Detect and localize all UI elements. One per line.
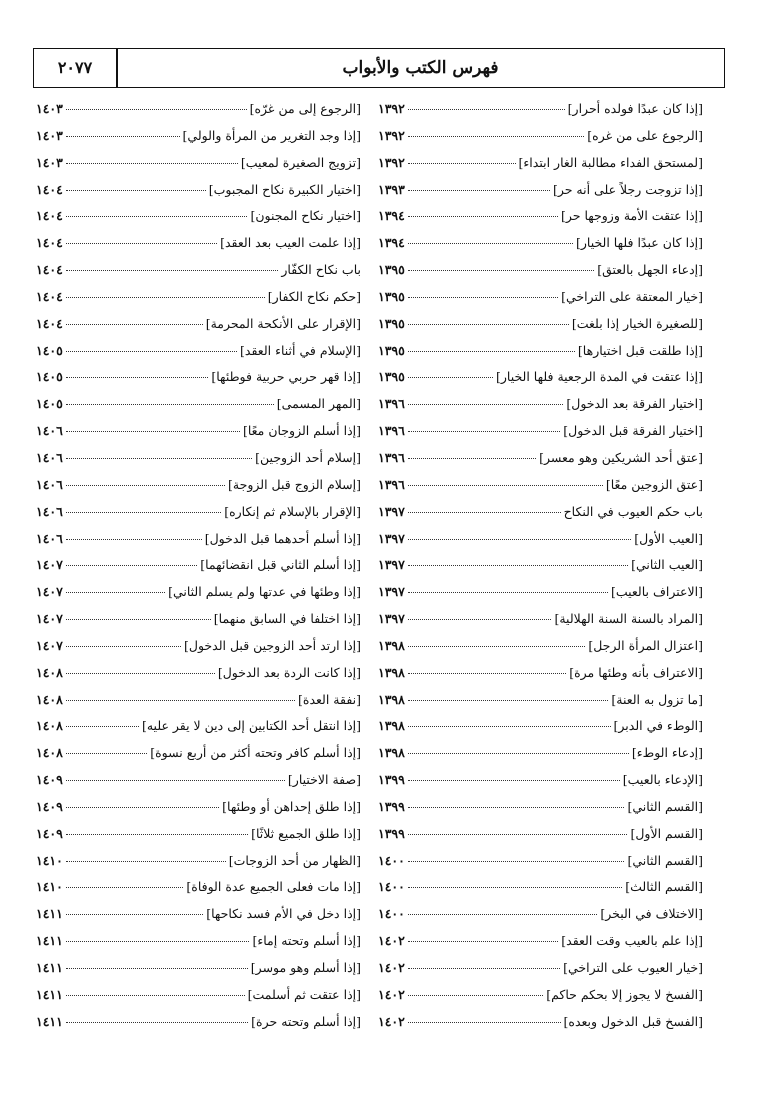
- index-entry: [378, 499, 703, 526]
- entry-title: [إذا قهر حربي حربية فوطئها]: [211, 369, 361, 385]
- index-entry: [378, 713, 703, 740]
- index-entry: [378, 364, 703, 391]
- entry-page-number: ١٤١٠: [36, 879, 63, 895]
- index-entry: [378, 1009, 703, 1036]
- index-entry: [378, 606, 703, 633]
- dot-leader: [66, 109, 247, 110]
- entry-page-number: ١٤٠٤: [36, 181, 63, 197]
- entry-page-number: ١٤٠٩: [36, 798, 63, 814]
- entry-page-number: ١٣٩٥: [378, 288, 405, 304]
- entry-page-number: ١٣٩٧: [378, 530, 405, 546]
- index-entry: [36, 740, 361, 767]
- index-entry: [36, 794, 361, 821]
- entry-title: [لمستحق الفداء مطالبة الغار ابتداء]: [518, 154, 703, 170]
- entry-title: [المراد بالسنة السنة الهلالية]: [554, 611, 703, 627]
- entry-title: [الاعتراف بالعيب]: [610, 584, 703, 600]
- entry-page-number: ١٤٠٤: [36, 262, 63, 278]
- entry-page-number: ١٤٠٨: [36, 691, 63, 707]
- index-column-left: [36, 96, 361, 1036]
- index-entry: [378, 445, 703, 472]
- dot-leader: [66, 968, 248, 969]
- entry-title: [إذا مات فعلى الجميع عدة الوفاة]: [186, 879, 361, 895]
- dot-leader: [66, 458, 252, 459]
- dot-leader: [408, 780, 620, 781]
- dot-leader: [66, 136, 180, 137]
- index-entry: [36, 928, 361, 955]
- dot-leader: [408, 216, 558, 217]
- entry-title: [إذا علمت العيب بعد العقد]: [220, 235, 361, 251]
- index-entry: [36, 982, 361, 1009]
- entry-page-number: ١٣٩٢: [378, 101, 405, 116]
- dot-leader: [66, 485, 225, 486]
- dot-leader: [408, 539, 631, 540]
- dot-leader: [66, 190, 206, 191]
- dot-leader: [408, 753, 629, 754]
- entry-title: [إدعاء الوطء]: [631, 745, 703, 761]
- entry-page-number: ١٤١١: [36, 986, 63, 1002]
- index-entry: [36, 203, 361, 230]
- entry-title: [العيب الثاني]: [631, 557, 703, 573]
- index-entry: [378, 177, 703, 204]
- index-entry: [36, 687, 361, 714]
- entry-page-number: ١٤٠٣: [36, 154, 63, 170]
- dot-leader: [66, 592, 165, 593]
- entry-page-number: ١٣٩٩: [378, 798, 405, 814]
- entry-title: [إذا طلق الجميع ثلاثًا]: [251, 825, 361, 841]
- entry-title: [اختيار الفرقة قبل الدخول]: [563, 423, 703, 439]
- index-entry: [36, 364, 361, 391]
- index-entry: [378, 660, 703, 687]
- entry-title: [القسم الأول]: [630, 825, 703, 841]
- entry-title: [نفقة العدة]: [298, 691, 361, 707]
- dot-leader: [66, 297, 265, 298]
- index-entry: [36, 821, 361, 848]
- index-entry: [36, 338, 361, 365]
- dot-leader: [66, 646, 181, 647]
- entry-page-number: ١٣٩٤: [378, 235, 405, 251]
- dot-leader: [408, 834, 628, 835]
- entry-page-number: ١٣٩٣: [378, 181, 405, 197]
- dot-leader: [66, 941, 250, 942]
- dot-leader: [66, 324, 203, 325]
- index-entry: [378, 874, 703, 901]
- index-entry: [378, 203, 703, 230]
- index-entry: [36, 633, 361, 660]
- entry-page-number: ١٤٠٤: [36, 315, 63, 331]
- index-entry: [378, 311, 703, 338]
- entry-page-number: ١٤١١: [36, 1013, 63, 1029]
- entry-page-number: ١٣٩٤: [378, 208, 405, 224]
- entry-title: [عتق أحد الشريكين وهو معسر]: [539, 449, 703, 465]
- entry-title: [اختيار الفرقة بعد الدخول]: [566, 396, 703, 412]
- entry-page-number: ١٤٠٥: [36, 396, 63, 412]
- entry-title: [اختيار نكاح المجنون]: [250, 208, 361, 224]
- entry-page-number: ١٤٠٣: [36, 101, 63, 116]
- index-entry: [36, 391, 361, 418]
- entry-page-number: ١٣٩٦: [378, 423, 405, 439]
- entry-title: [الفسخ لا يجوز إلا بحكم حاكم]: [546, 986, 703, 1002]
- dot-leader: [66, 887, 184, 888]
- entry-page-number: ١٣٩٥: [378, 369, 405, 385]
- dot-leader: [408, 1022, 561, 1023]
- index-entry: [378, 982, 703, 1009]
- index-entry: [378, 257, 703, 284]
- index-entry: [378, 150, 703, 177]
- entry-title: [إذا اختلفا في السابق منهما]: [213, 611, 361, 627]
- entry-title: [المهر المسمى]: [276, 396, 361, 412]
- entry-title: [إذا دخل في الأم فسد نكاحها]: [206, 906, 361, 922]
- entry-page-number: ١٣٩٧: [378, 611, 405, 627]
- entry-title: [إذا علم بالعيب وقت العقد]: [561, 933, 703, 949]
- dot-leader: [408, 136, 584, 137]
- entry-title: [إذا كان عبدًا فلها الخيار]: [575, 235, 703, 251]
- dot-leader: [66, 431, 240, 432]
- entry-page-number: ١٣٩٥: [378, 315, 405, 331]
- entry-page-number: ١٤٠٠: [378, 906, 405, 922]
- index-entry: [36, 901, 361, 928]
- index-entry: [378, 579, 703, 606]
- index-entry: [36, 445, 361, 472]
- index-entry: [378, 794, 703, 821]
- index-entry: [36, 552, 361, 579]
- dot-leader: [408, 914, 598, 915]
- dot-leader: [66, 270, 279, 271]
- entry-title: [إذا عتقت الأمة وزوجها حر]: [560, 208, 703, 224]
- index-entry: [36, 579, 361, 606]
- entry-title: [إذا عتقت في المدة الرجعية فلها الخيار]: [495, 369, 703, 385]
- entry-title: [عتق الزوجين معًا]: [605, 476, 703, 492]
- dot-leader: [66, 243, 217, 244]
- entry-title: [إذا ارتد أحد الزوجين قبل الدخول]: [184, 637, 361, 653]
- entry-title: [الإقرار بالإسلام ثم إنكاره]: [224, 503, 361, 519]
- entry-page-number: ١٣٩٧: [378, 584, 405, 600]
- entry-title: [الظهار من أحد الزوجات]: [228, 852, 361, 868]
- index-entry: [378, 740, 703, 767]
- entry-title: [إذا كان عبدًا فولده أحرار]: [567, 101, 703, 116]
- entry-title: [إسلام أحد الزوجين]: [255, 449, 361, 465]
- index-entry: [36, 96, 361, 123]
- dot-leader: [66, 914, 203, 915]
- dot-leader: [66, 216, 248, 217]
- entry-title: [إذا كانت الردة بعد الدخول]: [217, 664, 361, 680]
- entry-page-number: ١٣٩٩: [378, 772, 405, 788]
- entry-title: [إذا أسلم الثاني قبل انقضائهما]: [200, 557, 361, 573]
- page-title: فهرس الكتب والأبواب: [342, 58, 499, 78]
- index-entry: [36, 257, 361, 284]
- page-header: [33, 48, 725, 88]
- entry-page-number: ١٣٩٥: [378, 342, 405, 358]
- entry-page-number: ١٤٠٦: [36, 423, 63, 439]
- entry-page-number: ١٣٩٨: [378, 745, 405, 761]
- dot-leader: [408, 941, 558, 942]
- index-entry: [36, 418, 361, 445]
- index-entry: [36, 526, 361, 553]
- dot-leader: [408, 458, 536, 459]
- dot-leader: [66, 1022, 248, 1023]
- entry-page-number: ١٣٩٦: [378, 476, 405, 492]
- entry-title: [خيار المعتقة على التراخي]: [561, 288, 703, 304]
- dot-leader: [408, 431, 560, 432]
- index-entry: [36, 660, 361, 687]
- entry-page-number: ١٤٠٠: [378, 879, 405, 895]
- index-entry: [36, 284, 361, 311]
- index-entry: [378, 928, 703, 955]
- dot-leader: [408, 592, 608, 593]
- entry-page-number: ١٤٠٠: [378, 852, 405, 868]
- entry-page-number: ١٤٠٢: [378, 933, 405, 949]
- dot-leader: [408, 512, 561, 513]
- entry-page-number: ١٣٩٦: [378, 449, 405, 465]
- index-entry: [378, 338, 703, 365]
- entry-title: [القسم الثاني]: [627, 852, 703, 868]
- dot-leader: [66, 351, 237, 352]
- dot-leader: [66, 995, 245, 996]
- entry-title: [ما تزول به العنة]: [611, 691, 703, 707]
- dot-leader: [408, 807, 625, 808]
- dot-leader: [66, 807, 219, 808]
- dot-leader: [66, 780, 285, 781]
- entry-page-number: ١٤٠٦: [36, 503, 63, 519]
- entry-page-number: ١٤١٠: [36, 852, 63, 868]
- dot-leader: [66, 163, 238, 164]
- entry-page-number: ١٤٠٨: [36, 718, 63, 734]
- entry-title: [إذا أسلم وتحته حرة]: [251, 1013, 361, 1029]
- dot-leader: [408, 404, 564, 405]
- entry-page-number: ١٤٠٧: [36, 584, 63, 600]
- entry-title: [القسم الثالث]: [625, 879, 703, 895]
- dot-leader: [408, 485, 603, 486]
- dot-leader: [66, 404, 274, 405]
- dot-leader: [408, 726, 611, 727]
- entry-page-number: ١٤٠٤: [36, 208, 63, 224]
- dot-leader: [408, 297, 558, 298]
- entry-title: [اعتزال المرأة الرجل]: [588, 637, 703, 653]
- dot-leader: [408, 861, 625, 862]
- entry-page-number: ١٤٠٥: [36, 369, 63, 385]
- entry-page-number: ١٤١١: [36, 933, 63, 949]
- entry-title: [العيب الأول]: [634, 530, 703, 546]
- entry-page-number: ١٣٩٨: [378, 691, 405, 707]
- index-entry: [36, 848, 361, 875]
- index-entry: [378, 687, 703, 714]
- entry-title: [تزويج الصغيرة لمعيب]: [240, 154, 361, 170]
- dot-leader: [66, 539, 202, 540]
- entry-title: [الرجوع على من غره]: [587, 127, 703, 143]
- index-entry: [36, 713, 361, 740]
- entry-title: [الرجوع إلى من غرّه]: [249, 101, 361, 116]
- entry-page-number: ١٤٠٢: [378, 1013, 405, 1029]
- index-entry: [36, 606, 361, 633]
- entry-page-number: ١٤٠٨: [36, 664, 63, 680]
- page-number: ٢٠٧٧: [57, 58, 93, 77]
- index-entry: [378, 552, 703, 579]
- dot-leader: [66, 834, 248, 835]
- index-entry: [36, 472, 361, 499]
- entry-title: [إذا تزوجت رجلاً على أنه حر]: [552, 181, 703, 197]
- entry-title: [الاختلاف في البخر]: [600, 906, 703, 922]
- index-entry: [378, 284, 703, 311]
- entry-title: [الإقرار على الأنكحة المحرمة]: [205, 315, 361, 331]
- index-entry: [378, 821, 703, 848]
- index-entry: [36, 1009, 361, 1036]
- dot-leader: [408, 673, 566, 674]
- entry-page-number: ١٣٩٧: [378, 503, 405, 519]
- index-entry: [378, 230, 703, 257]
- entry-title: [إذا عتقت ثم أسلمت]: [247, 986, 361, 1002]
- dot-leader: [408, 109, 565, 110]
- entry-page-number: ١٤٠٦: [36, 530, 63, 546]
- dot-leader: [66, 700, 295, 701]
- dot-leader: [66, 565, 197, 566]
- index-entry: [378, 472, 703, 499]
- index-entry: [36, 767, 361, 794]
- entry-page-number: ١٤٠٥: [36, 342, 63, 358]
- entry-title: [الإدعاء بالعيب]: [622, 772, 703, 788]
- entry-title: [إذا طلقت قبل اختيارها]: [577, 342, 703, 358]
- entry-page-number: ١٤٠٧: [36, 611, 63, 627]
- entry-title: [إذا أسلم كافر وتحته أكثر من أربع نسوة]: [150, 745, 361, 761]
- dot-leader: [408, 646, 585, 647]
- index-entry: [378, 767, 703, 794]
- entry-page-number: ١٤٠٤: [36, 288, 63, 304]
- entry-page-number: ١٤٠٦: [36, 449, 63, 465]
- index-entry: [36, 955, 361, 982]
- dot-leader: [66, 619, 211, 620]
- entry-page-number: ١٤٠٢: [378, 960, 405, 975]
- entry-title: [إذا أسلم الزوجان معًا]: [242, 423, 361, 439]
- entry-title: [حكم نكاح الكفار]: [267, 288, 361, 304]
- index-entry: [378, 96, 703, 123]
- index-entry: [378, 391, 703, 418]
- entry-title: [الوطء في الدبر]: [613, 718, 703, 734]
- entry-page-number: ١٤٠٧: [36, 557, 63, 573]
- dot-leader: [66, 753, 147, 754]
- dot-leader: [408, 995, 543, 996]
- entry-page-number: ١٤٠٩: [36, 825, 63, 841]
- entry-page-number: ١٣٩٩: [378, 825, 405, 841]
- index-entry: [36, 150, 361, 177]
- entry-page-number: ١٤٠٧: [36, 637, 63, 653]
- entry-title: [إذا أسلم وهو موسر]: [250, 960, 361, 975]
- entry-title: [إسلام الزوج قبل الزوجة]: [228, 476, 361, 492]
- entry-title: [الإسلام في أثناء العقد]: [240, 342, 361, 358]
- index-entry: [378, 955, 703, 982]
- dot-leader: [66, 861, 226, 862]
- index-entry: [378, 848, 703, 875]
- entry-title: [إذا أسلم وتحته إماء]: [252, 933, 361, 949]
- dot-leader: [408, 324, 569, 325]
- index-column-right: [378, 96, 703, 1036]
- dot-leader: [66, 512, 221, 513]
- dot-leader: [408, 968, 560, 969]
- index-entry: [378, 633, 703, 660]
- index-entry: [36, 311, 361, 338]
- entry-title: [للصغيرة الخيار إذا بلغت]: [571, 315, 703, 331]
- entry-page-number: ١٣٩٧: [378, 557, 405, 573]
- entry-title: [خيار العيوب على التراخي]: [563, 960, 703, 975]
- dot-leader: [408, 565, 628, 566]
- entry-title: [إذا أسلم أحدهما قبل الدخول]: [204, 530, 361, 546]
- entry-page-number: ١٤٠٦: [36, 476, 63, 492]
- dot-leader: [408, 700, 609, 701]
- entry-page-number: ١٣٩٦: [378, 396, 405, 412]
- entry-title: [إذا وجد التغرير من المرأة والولي]: [182, 127, 361, 143]
- dot-leader: [66, 377, 209, 378]
- index-entry: [36, 177, 361, 204]
- entry-page-number: ١٣٩٥: [378, 262, 405, 278]
- entry-page-number: ١٣٩٨: [378, 637, 405, 653]
- entry-title: [الفسخ قبل الدخول وبعده]: [563, 1013, 703, 1029]
- entry-title: [إذا انتقل أحد الكتابين إلى دين لا يقر عليه]: [141, 718, 361, 734]
- index-entry: [378, 901, 703, 928]
- index-entry: [378, 123, 703, 150]
- dot-leader: [408, 243, 573, 244]
- entry-title: [إذا طلق إحداهن أو وطئها]: [222, 798, 361, 814]
- dot-leader: [408, 163, 516, 164]
- dot-leader: [408, 887, 622, 888]
- entry-page-number: ١٤١١: [36, 906, 63, 922]
- dot-leader: [408, 190, 550, 191]
- entry-page-number: ١٤١١: [36, 960, 63, 975]
- entry-title: باب نكاح الكفّار: [281, 262, 361, 278]
- index-entry: [378, 418, 703, 445]
- entry-page-number: ١٣٩٢: [378, 127, 405, 143]
- entry-title: [إدعاء الجهل بالعتق]: [597, 262, 703, 278]
- entry-title: باب حكم العيوب في النكاح: [563, 503, 703, 519]
- entry-page-number: ١٣٩٨: [378, 718, 405, 734]
- entry-title: [صفة الاختيار]: [287, 772, 361, 788]
- entry-title: [إذا وطئها في عدتها ولم يسلم الثاني]: [168, 584, 361, 600]
- entry-page-number: ١٤٠٩: [36, 772, 63, 788]
- index-entry: [36, 230, 361, 257]
- entry-page-number: ١٤٠٤: [36, 235, 63, 251]
- dot-leader: [408, 270, 594, 271]
- entry-page-number: ١٣٩٨: [378, 664, 405, 680]
- entry-title: [الاعتراف بأنه وطئها مرة]: [569, 664, 703, 680]
- dot-leader: [408, 377, 493, 378]
- entry-title: [القسم الثاني]: [627, 798, 703, 814]
- index-entry: [36, 874, 361, 901]
- header-divider: [116, 49, 118, 87]
- index-entry: [378, 526, 703, 553]
- dot-leader: [408, 619, 552, 620]
- entry-page-number: ١٣٩٢: [378, 154, 405, 170]
- dot-leader: [66, 673, 215, 674]
- entry-title: [اختيار الكبيرة نكاح المجبوب]: [208, 181, 361, 197]
- entry-page-number: ١٤٠٨: [36, 745, 63, 761]
- index-entry: [36, 499, 361, 526]
- index-entry: [36, 123, 361, 150]
- dot-leader: [408, 351, 575, 352]
- entry-page-number: ١٤٠٣: [36, 127, 63, 143]
- entry-page-number: ١٤٠٢: [378, 986, 405, 1002]
- dot-leader: [66, 726, 139, 727]
